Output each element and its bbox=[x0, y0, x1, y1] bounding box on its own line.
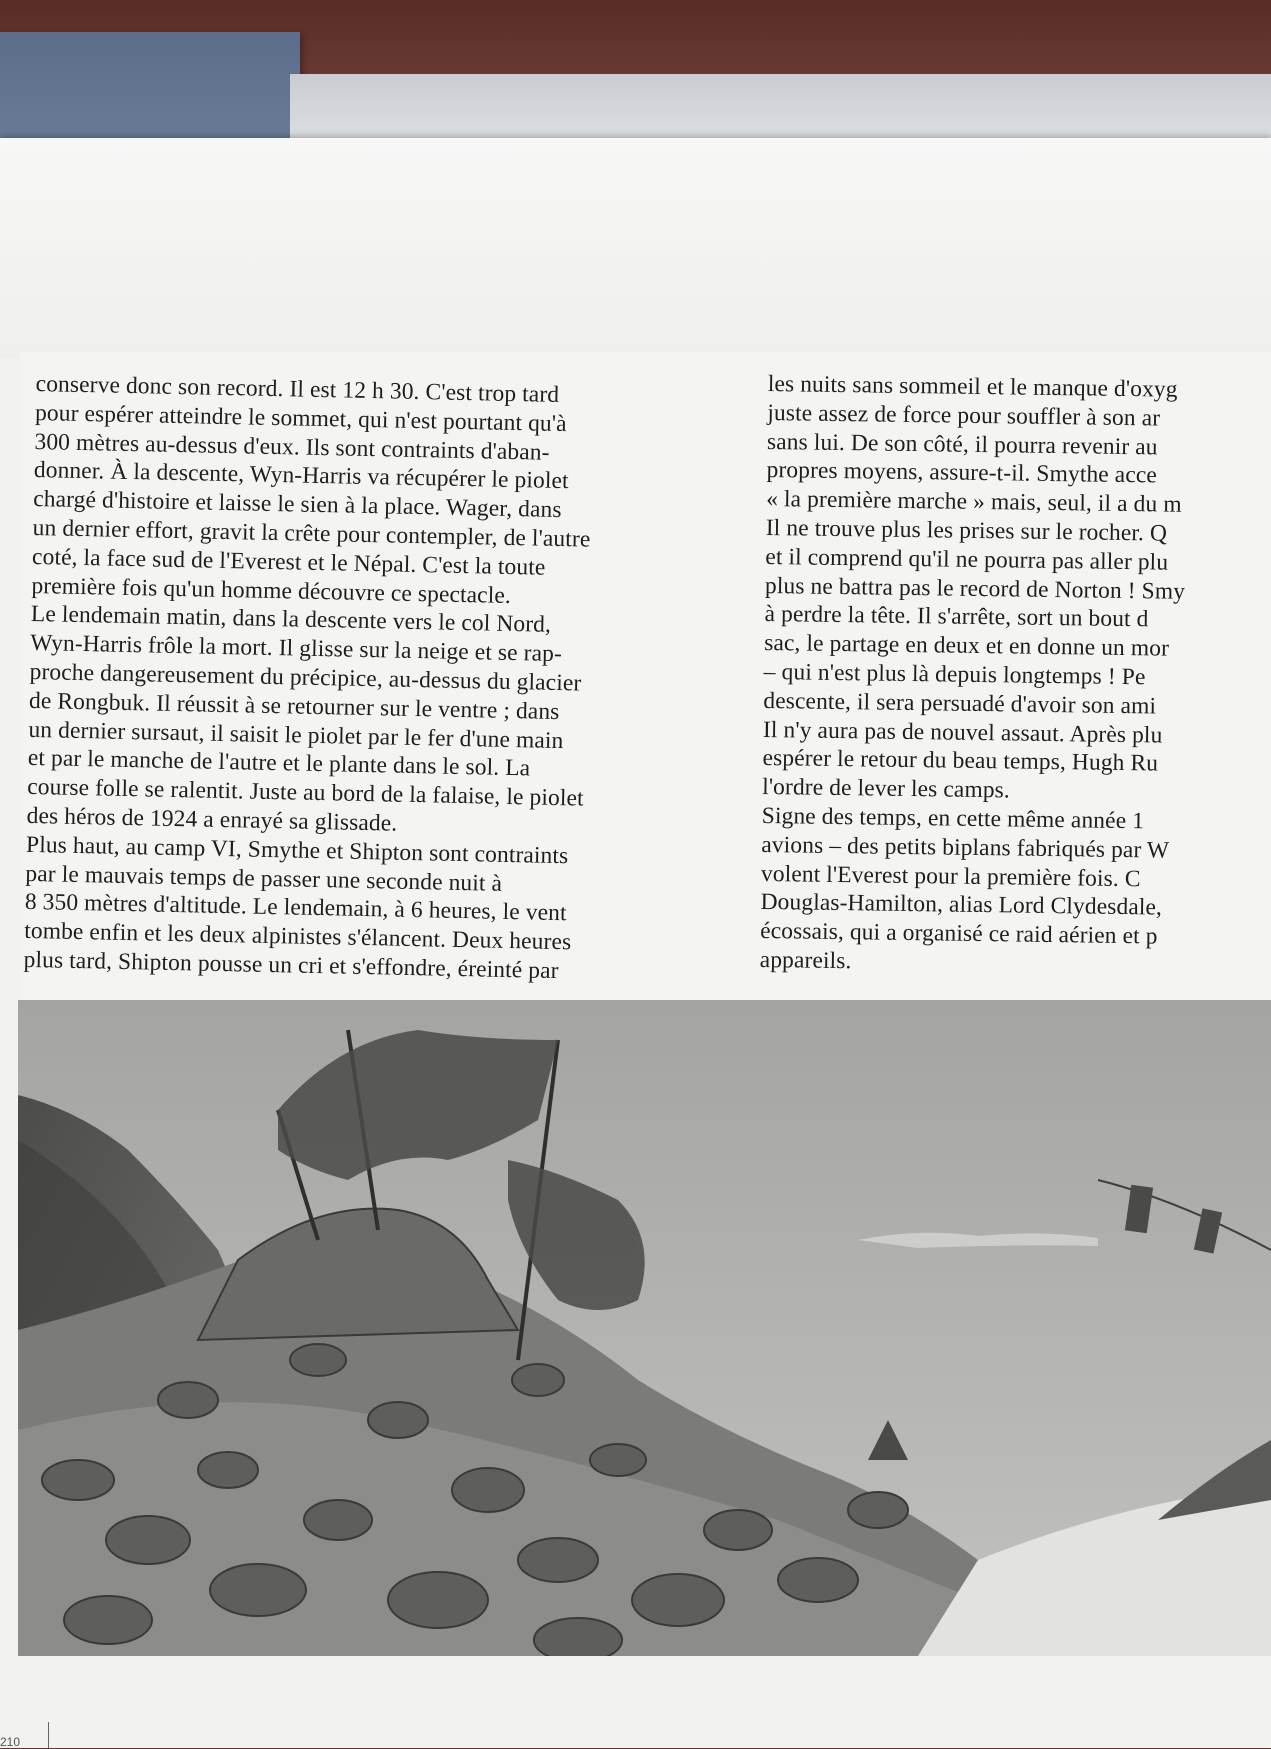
right-line: sans lui. De son côté, il pourra revenir au bbox=[766, 428, 1158, 461]
photograph-cairn-prayer-flags bbox=[18, 1000, 1271, 1656]
right-line: Il n'y aura pas de nouvel assaut. Après plu bbox=[762, 716, 1163, 749]
left-line: et par le manche de l'autre et le plante dans le sol. La bbox=[27, 745, 531, 782]
left-column bbox=[23, 370, 736, 989]
left-line: proche dangereusement du précipice, au-dessus du glacier bbox=[29, 658, 582, 697]
right-line: plus ne battra pas le record de Norton ! Smy bbox=[764, 572, 1186, 605]
right-line: « la première marche » mais, seul, il a du m bbox=[766, 486, 1182, 518]
page-number: 210 bbox=[0, 1735, 21, 1749]
folio-divider bbox=[48, 1722, 49, 1748]
left-line: pour espérer atteindre le sommet, qui n'est pourtant qu'à bbox=[34, 399, 567, 437]
right-line: l'ordre de lever les camps. bbox=[761, 774, 1011, 804]
right-line: sac, le partage en deux et en donne un mor bbox=[764, 630, 1170, 662]
left-line: coté, la face sud de l'Everest et le Népal. C'est la toute bbox=[31, 543, 546, 581]
left-line: de Rongbuk. Il réussit à se retourner sur le ventre ; dans bbox=[28, 687, 560, 725]
left-line: course folle se ralentit. Juste au bord de la falaise, le piolet bbox=[26, 774, 584, 812]
right-line: écossais, qui a organisé ce raid aérien et p bbox=[759, 918, 1158, 950]
right-line: descente, il sera persuadé d'avoir son ami bbox=[763, 687, 1157, 720]
left-line: un dernier effort, gravit la crête pour contempler, de l'autre bbox=[32, 514, 591, 553]
left-line: 300 mètres au-dessus d'eux. Ils sont contraints d'aban- bbox=[34, 428, 550, 466]
left-line: première fois qu'un homme découvre ce spectacle. bbox=[31, 572, 512, 609]
right-line: Il ne trouve plus les prises sur le rocher. Q bbox=[765, 514, 1168, 547]
left-line: plus tard, Shipton pousse un cri et s'effondre, éreinté par bbox=[23, 946, 559, 985]
left-line: conserve donc son record. Il est 12 h 30. C'est trop tard bbox=[35, 370, 560, 408]
right-line: volent l'Everest pour la première fois. C bbox=[760, 860, 1141, 892]
right-line: appareils. bbox=[759, 946, 852, 975]
right-line: juste assez de force pour souffler à son ar bbox=[767, 399, 1161, 432]
background-blue-card bbox=[0, 32, 300, 152]
left-line: par le mauvais temps de passer une seconde nuit à bbox=[25, 860, 503, 897]
left-line: Plus haut, au camp VI, Smythe et Shipton sont contraints bbox=[25, 831, 569, 870]
right-line: à perdre la tête. Il s'arrête, sort un bout d bbox=[764, 601, 1149, 633]
right-line: – qui n'est plus là depuis longtemps ! Pe bbox=[763, 658, 1146, 691]
left-line: un dernier sursaut, il saisit le piolet par le fer d'une main bbox=[28, 716, 564, 754]
right-line: espérer le retour du beau temps, Hugh Ru bbox=[762, 745, 1159, 777]
book-page bbox=[0, 138, 1271, 1748]
left-line: chargé d'histoire et laisse le sien à la place. Wager, dans bbox=[33, 486, 562, 524]
right-line: Signe des temps, en cette même année 1 bbox=[761, 802, 1145, 835]
right-line: avions – des petits biplans fabriqués par W bbox=[761, 831, 1170, 864]
left-line: Wyn-Harris frôle la mort. Il glisse sur la neige et se rap- bbox=[30, 630, 563, 668]
left-line: des héros de 1924 a enrayé sa glissade. bbox=[26, 802, 398, 837]
left-line: donner. À la descente, Wyn-Harris va récupérer le piolet bbox=[33, 457, 569, 495]
page-top-margin bbox=[0, 138, 1271, 358]
left-line: 8 350 mètres d'altitude. Le lendemain, à 6 heures, le vent bbox=[24, 889, 567, 927]
right-line: Douglas-Hamilton, alias Lord Clydesdale, bbox=[760, 889, 1163, 921]
photo-illustration bbox=[18, 1000, 1271, 1656]
left-line: Le lendemain matin, dans la descente vers le col Nord, bbox=[30, 601, 552, 639]
left-line: tombe enfin et les deux alpinistes s'élancent. Deux heures bbox=[23, 918, 572, 956]
right-line: et il comprend qu'il ne pourra pas aller plu bbox=[765, 543, 1169, 576]
right-column bbox=[760, 370, 1271, 982]
right-line: propres moyens, assure-t-il. Smythe acce bbox=[766, 457, 1158, 489]
right-line: les nuits sans sommeil et le manque d'oxyg bbox=[767, 370, 1178, 403]
